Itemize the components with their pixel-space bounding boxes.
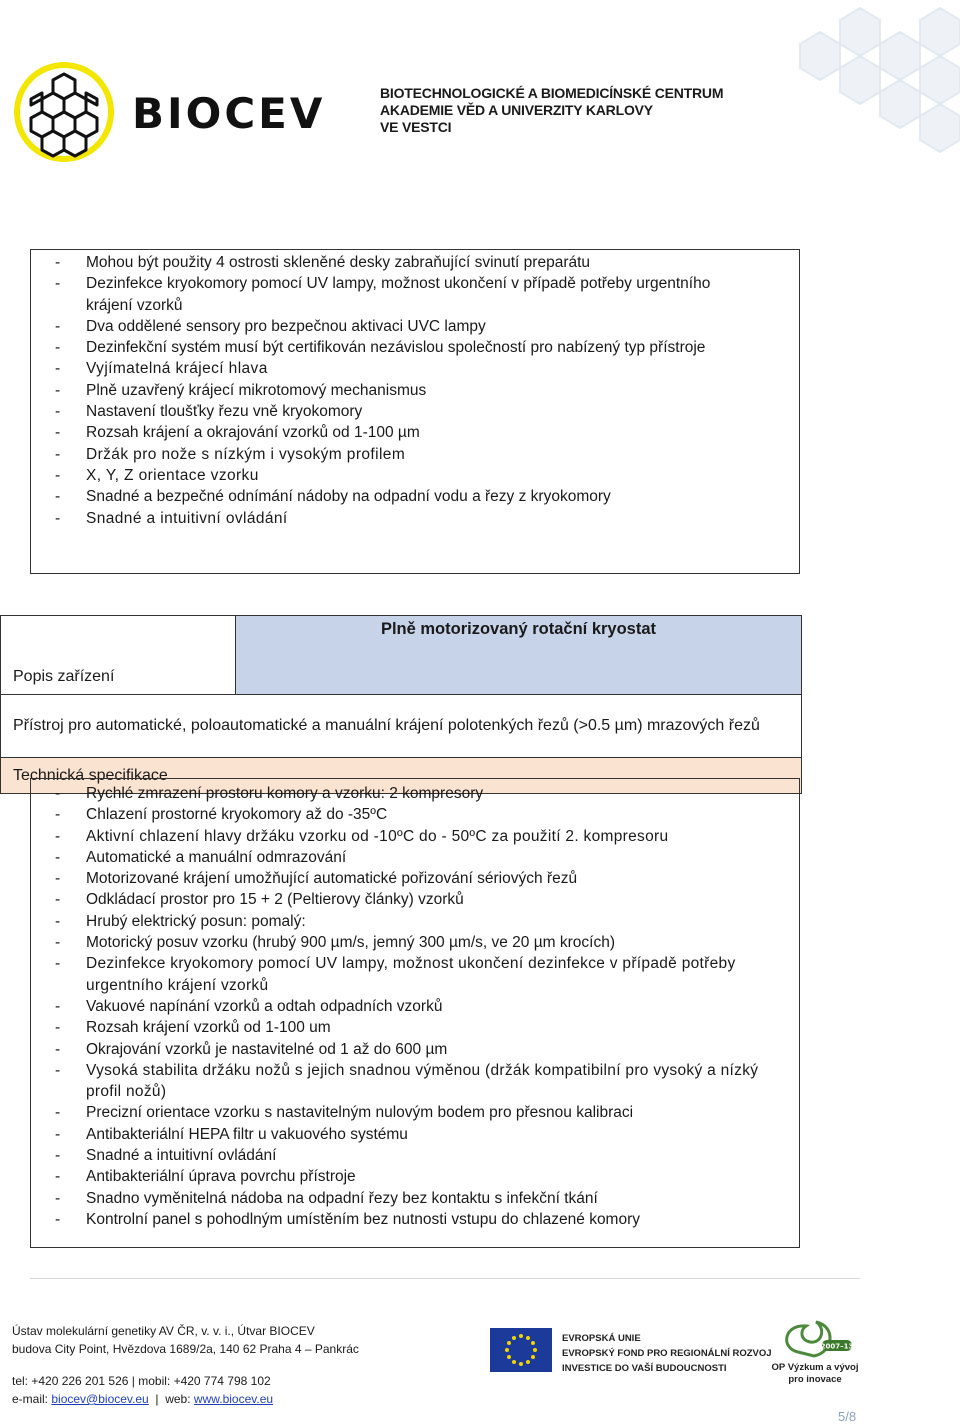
footer-address: budova City Point, Hvězdova 1689/2a, 140 62 Praha 4 – Pankrác	[12, 1342, 359, 1356]
list-item: - Dva oddělené sensory pro bezpečnou aktivaci UVC lampy	[55, 317, 486, 335]
organization-header	[380, 85, 723, 136]
list-item: - Precizní orientace vzorku s nastavitelným nulovým bodem pro přesnou kalibraci	[55, 1104, 634, 1122]
device-description-label: Popis zařízení	[1, 616, 236, 695]
org-line: AKADEMIE VĚD A UNIVERZITY KARLOVY	[380, 102, 653, 118]
list-item: - Motorizované krájení umožňující automatické pořizování sériových řezů	[55, 870, 578, 888]
list-item: - Snadné a intuitivní ovládání	[55, 509, 288, 527]
footer-divider	[30, 1278, 860, 1279]
biocev-logo	[12, 60, 326, 165]
device-title: Plně motorizovaný rotační kryostat	[236, 616, 802, 695]
footer-institute: Ústav molekulární genetiky AV ČR, v. v. i., Útvar BIOCEV	[12, 1324, 315, 1338]
list-item: - Rozsah krájení vzorků od 1-100 um	[55, 1019, 331, 1037]
op-program-text	[770, 1362, 860, 1386]
list-item: - Držák pro nože s nízkým i vysokým profilem	[55, 445, 406, 463]
feature-list	[31, 252, 761, 529]
list-item: - Plně uzavřený krájecí mikrotomový mechanismus	[55, 381, 427, 399]
eu-line: EVROPSKÁ UNIE	[562, 1333, 641, 1344]
list-item: - Snadné a intuitivní ovládání	[55, 1147, 277, 1165]
op-line: pro inovace	[788, 1374, 842, 1385]
device-description: Přístroj pro automatické, poloautomatické a manuální krájení polotenkých řezů (>0.5 µm) mrazových řezů	[1, 695, 802, 758]
decorative-hexagon-pattern	[580, 0, 960, 160]
list-item: - Kontrolní panel s pohodlným umístěním bez nutnosti vstupu do chlazené komory	[55, 1210, 641, 1228]
op-line: OP Výzkum a vývoj	[771, 1362, 859, 1373]
list-item: - Nastavení tloušťky řezu vně kryokomory	[55, 403, 363, 421]
org-line: BIOTECHNOLOGICKÉ A BIOMEDICÍNSKÉ CENTRUM	[380, 85, 724, 101]
footer-contact	[12, 1322, 359, 1408]
technical-spec-box	[30, 778, 800, 1248]
list-item: - Dezinfekční systém musí být certifikován nezávislou společností pro nabízený typ přístroje	[55, 339, 706, 357]
list-item: - Dezinfekce kryokomory pomocí UV lampy, možnost ukončení v případě potřeby urgentního krájení vzorků	[55, 275, 711, 314]
list-item: - Dezinfekce kryokomory pomocí UV lampy, možnost ukončení dezinfekce v případě potřeby urgentního krájení vzorků	[55, 955, 736, 994]
feature-list-box	[30, 249, 800, 574]
list-item: - Snadné a bezpečné odnímání nádoby na odpadní vodu a řezy z kryokomory	[55, 488, 611, 506]
list-item: - Rozsah krájení a okrajování vzorků od 1-100 µm	[55, 424, 420, 442]
eu-line: EVROPSKÝ FOND PRO REGIONÁLNÍ ROZVOJ	[562, 1348, 772, 1359]
eu-fund-text	[562, 1331, 772, 1376]
web-label: web:	[165, 1392, 191, 1406]
footer-phone: tel: +420 226 201 526 | mobil: +420 774 798 102	[12, 1374, 271, 1388]
logo-text: BIOCEV	[132, 89, 326, 138]
list-item: - Vysoká stabilita držáku nožů s jejich snadnou výměnou (držák kompatibilní pro vysoký a nízký profil nožů)	[55, 1061, 759, 1101]
technical-spec-heading: Technická specifikace	[1, 758, 802, 794]
technical-spec-list	[31, 783, 771, 1230]
list-item: - Hrubý elektrický posun: pomalý:	[55, 912, 306, 930]
list-item: - Okrajování vzorků je nastavitelné od 1 až do 600 µm	[55, 1040, 448, 1058]
list-item: - Motorický posuv vzorku (hrubý 900 µm/s, jemný 300 µm/s, ve 20 µm krocích)	[55, 934, 615, 952]
list-item: - Mohou být použity 4 ostrosti skleněné desky zabraňující svinutí preparátu	[55, 254, 591, 271]
op-years: 2007–13	[820, 1342, 854, 1351]
email-link[interactable]: biocev@biocev.eu	[51, 1392, 149, 1406]
list-item: - Rychlé zmrazení prostoru komory a vzorku: 2 kompresory	[55, 785, 484, 802]
web-link[interactable]: www.biocev.eu	[193, 1392, 274, 1406]
list-item: - Automatické a manuální odmrazování	[55, 848, 347, 866]
list-item: - Chlazení prostorné kryokomory až do -35ºC	[55, 806, 388, 824]
page-number: 5/8	[838, 1409, 857, 1424]
list-item: - Odkládací prostor pro 15 + 2 (Peltierovy články) vzorků	[55, 891, 464, 909]
list-item: - Snadno vyměnitelná nádoba na odpadní řezy bez kontaktu s infekční tkání	[55, 1189, 598, 1207]
eu-flag-icon	[490, 1328, 552, 1372]
eu-line: INVESTICE DO VAŠÍ BUDOUCNOSTI	[562, 1363, 727, 1374]
list-item: - Antibakteriální HEPA filtr u vakuového systému	[55, 1125, 408, 1143]
org-line: VE VESTCI	[380, 119, 452, 135]
list-item: - Aktivní chlazení hlavy držáku vzorku od -10ºC do - 50ºC za použití 2. kompresoru	[55, 827, 669, 845]
list-item: - Antibakteriální úprava povrchu přístroje	[55, 1168, 356, 1186]
list-item: - X, Y, Z orientace vzorku	[55, 466, 259, 484]
list-item: - Vyjímatelná krájecí hlava	[55, 360, 268, 378]
email-label: e-mail:	[12, 1392, 49, 1406]
list-item: - Vakuové napínání vzorků a odtah odpadních vzorků	[55, 997, 443, 1015]
footer-links: e-mail: biocev@biocev.eu | web: www.biocev.eu	[12, 1392, 274, 1406]
device-spec-table	[0, 615, 802, 794]
